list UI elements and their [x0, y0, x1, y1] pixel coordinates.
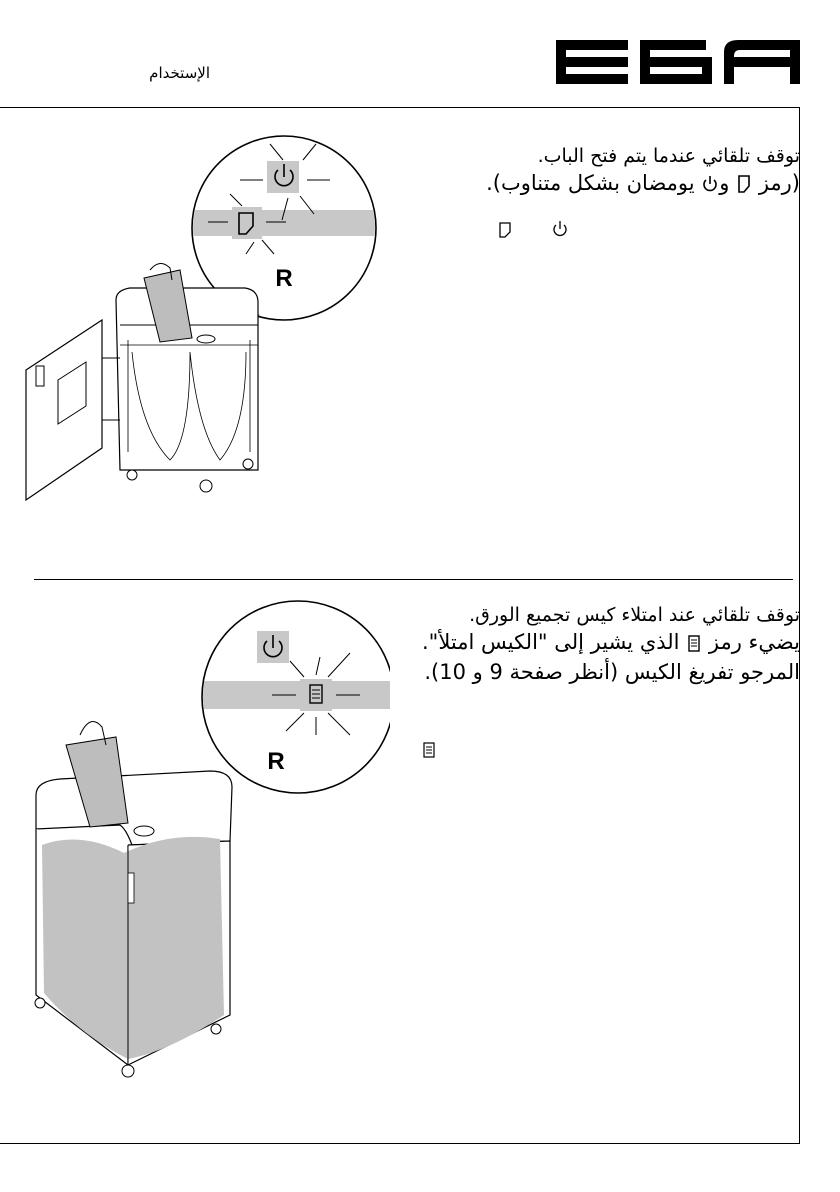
eba-logo	[556, 40, 800, 84]
reset-label-2: R	[267, 748, 285, 775]
section2-line2	[360, 630, 800, 654]
section2-line1: توقف تلقائي عند امتلاء كيس تجميع الورق.	[469, 604, 800, 626]
section1-line1: توقف تلقائي عندما يتم فتح الباب.	[537, 145, 800, 167]
section-divider	[34, 579, 793, 580]
section2-line2-suffix: الذي يشير إلى "الكيس امتلأ".	[422, 630, 680, 654]
door-open-icon	[736, 174, 752, 194]
section1-line2-middle: و	[719, 171, 730, 195]
power-icon-small	[551, 220, 569, 238]
section1-line2-suffix: يومضان بشكل متناوب).	[486, 171, 695, 195]
bag-full-icon	[686, 633, 702, 653]
section2-line3: المرجو تفريغ الكيس (أنظر صفحة 9 و 10).	[424, 660, 800, 684]
bag-full-icon-small	[422, 741, 436, 759]
section2-line2-prefix: يضيء رمز	[708, 630, 800, 654]
page-section-title: الإستخدام	[149, 64, 210, 82]
section1-line2-prefix: (رمز	[758, 171, 800, 195]
section1-line2	[380, 171, 800, 195]
reset-label-1: R	[275, 265, 293, 292]
shredder-door-open-illustration	[20, 130, 390, 510]
door-open-icon-small	[497, 221, 513, 239]
power-icon	[701, 174, 719, 194]
shredder-bag-full-illustration	[20, 595, 390, 1085]
